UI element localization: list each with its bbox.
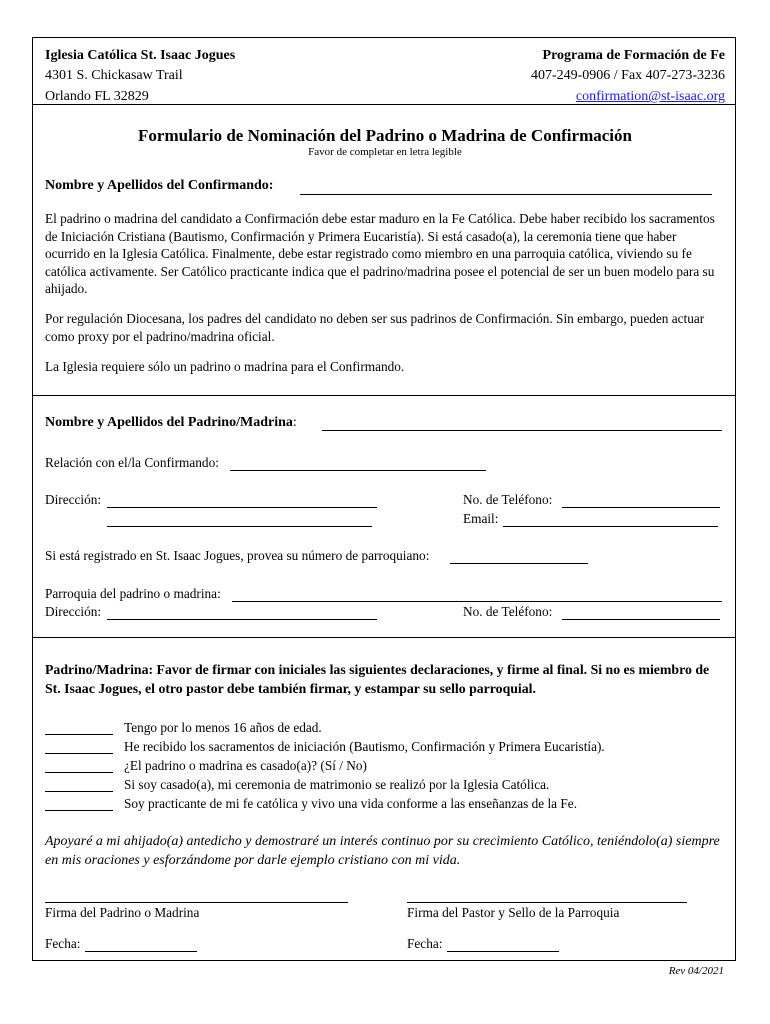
address-line-1: 4301 S. Chickasaw Trail <box>45 68 183 83</box>
relation-field[interactable] <box>230 470 486 471</box>
sponsor-name-field[interactable] <box>322 430 722 431</box>
sponsor-pledge: Apoyaré a mi ahijado(a) antedicho y demostraré un interés continuo por su crecimiento Católico, teniéndolo(a) siempre en mis oraciones y esforzándome por darle ejemplo cristiano con mi vida. <box>45 834 720 868</box>
pastor-signature-label: Firma del Pastor y Sello de la Parroquia <box>407 905 620 920</box>
sponsor-name-row <box>45 415 297 431</box>
email-label: Email: <box>463 511 499 526</box>
initials-field[interactable] <box>45 753 113 754</box>
form-subtitle: Favor de completar en letra legible <box>308 146 462 158</box>
sponsor-name-colon: : <box>292 415 297 430</box>
declaration-item: He recibido los sacramentos de iniciación (Bautismo, Confirmación y Primera Eucaristía). <box>124 739 605 754</box>
phone-field[interactable] <box>562 507 720 508</box>
parish-address-field[interactable] <box>107 619 377 620</box>
parish-phone-label: No. de Teléfono: <box>463 604 553 619</box>
relation-label: Relación con el/la Confirmando: <box>45 455 219 470</box>
phone-fax: 407-249-0906 / Fax 407-273-3236 <box>530 68 725 83</box>
pastor-signature-field[interactable] <box>407 902 687 903</box>
form-border <box>32 37 736 961</box>
sponsor-parish-field[interactable] <box>232 601 722 602</box>
sponsor-signature-field[interactable] <box>45 902 348 903</box>
declarations-heading: Padrino/Madrina: Favor de firmar con iniciales las siguientes declaraciones, y firme al final. Si no es miembro de St. Isaac Jogues, el otro pastor debe también firmar, y estampar su sello parroquial. <box>45 662 710 696</box>
diocesan-paragraph: Por regulación Diocesana, los padres del candidato no deben ser sus padrinos de Confirmación. Sin embargo, pueden actuar como proxy por el padrino/madrina oficial. <box>45 311 705 344</box>
declaration-item: Soy practicante de mi fe católica y vivo una vida conforme a las enseñanzas de la Fe. <box>124 796 578 811</box>
initials-field[interactable] <box>45 734 113 735</box>
confirmand-label: Nombre y Apellidos del Confirmando: <box>45 178 274 193</box>
parishioner-number-label: Si está registrado en St. Isaac Jogues, provea su número de parroquiano: <box>45 548 430 563</box>
parishioner-number-field[interactable] <box>450 563 588 564</box>
declaration-item: Si soy casado(a), mi ceremonia de matrimonio se realizó por la Iglesia Católica. <box>124 777 550 792</box>
initials-field[interactable] <box>45 791 113 792</box>
section-divider-2 <box>32 637 736 638</box>
parish-address-label: Dirección: <box>45 604 102 619</box>
confirmand-name-field[interactable] <box>300 194 712 195</box>
declaration-item: Tengo por lo menos 16 años de edad. <box>124 720 322 735</box>
sponsor-signature-label: Firma del Padrino o Madrina <box>45 905 200 920</box>
initials-field[interactable] <box>45 810 113 811</box>
section-divider-1 <box>32 395 736 396</box>
revision-note: Rev 04/2021 <box>668 965 724 977</box>
address-field-2[interactable] <box>107 526 372 527</box>
parish-name: Iglesia Católica St. Isaac Jogues <box>45 48 236 63</box>
sponsor-date-label: Fecha: <box>45 936 81 951</box>
form-title: Formulario de Nominación del Padrino o Madrina de Confirmación <box>138 126 632 145</box>
pastor-date-field[interactable] <box>447 951 559 952</box>
address-label: Dirección: <box>45 492 102 507</box>
pastor-date-label: Fecha: <box>407 936 443 951</box>
intro-paragraph: El padrino o madrina del candidato a Confirmación debe estar maduro en la Fe Católica. Debe haber recibido los sacramentos de Iniciación Cristiana (Bautismo, Confirmación y Primera Eucaristía). Si está casado(a), la ceremonia tiene que haber ocurrido en la Iglesia Católica. Finalmente, debe estar registrado como miembro en una parroquia católica, viviendo su fe católica activamente. Ser Católico practicante indica que el padrino/madrina posee el potencial de ser un buen modelo para su ahijado. <box>45 211 715 296</box>
address-field-1[interactable] <box>107 507 377 508</box>
sponsor-parish-label: Parroquia del padrino o madrina: <box>45 586 221 601</box>
program-name: Programa de Formación de Fe <box>542 48 725 63</box>
initials-field[interactable] <box>45 772 113 773</box>
one-sponsor-note: La Iglesia requiere sólo un padrino o madrina para el Confirmando. <box>45 359 405 374</box>
email-link[interactable]: confirmation@st-isaac.org <box>575 89 725 104</box>
declaration-item: ¿El padrino o madrina es casado(a)? (Sí / No) <box>124 758 367 773</box>
address-line-2: Orlando FL 32829 <box>45 89 149 104</box>
parish-phone-field[interactable] <box>562 619 720 620</box>
sponsor-name-label: Nombre y Apellidos del Padrino/Madrina <box>45 415 293 430</box>
phone-label: No. de Teléfono: <box>463 492 553 507</box>
sponsor-date-field[interactable] <box>85 951 197 952</box>
email-field[interactable] <box>503 526 718 527</box>
